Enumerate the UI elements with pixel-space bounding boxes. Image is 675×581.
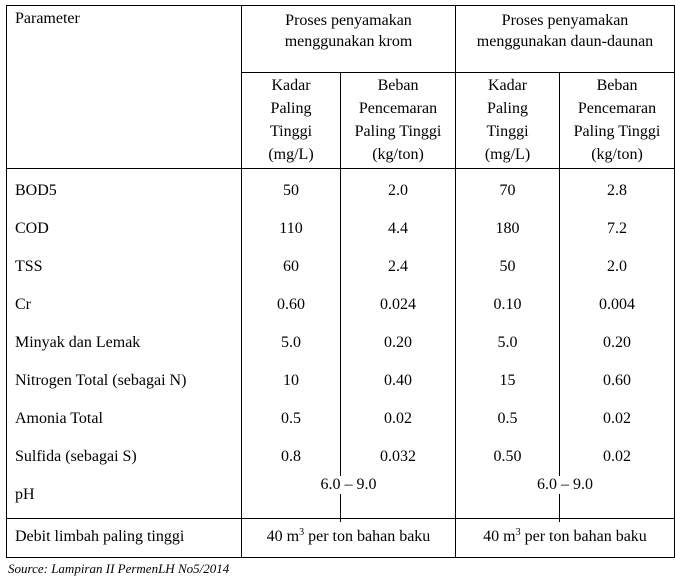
header-group-daun	[456, 6, 675, 73]
value-cell: 0.20	[384, 334, 412, 351]
ph-krom-cell: 6.0 – 9.0	[242, 476, 455, 494]
header-kadar-1-l3: Tinggi	[269, 123, 313, 140]
value-cell: 70	[499, 182, 516, 199]
value-cell: 0.60	[603, 372, 631, 389]
param-cell: TSS	[15, 258, 43, 275]
header-parameter	[7, 6, 242, 169]
value-cell: 0.10	[493, 296, 522, 313]
param-cell: COD	[15, 220, 49, 237]
value-cell: 0.024	[380, 296, 416, 313]
header-beban-2-l1: Beban	[596, 77, 638, 94]
value-cell: 0.20	[603, 334, 631, 351]
param-cell: Minyak dan Lemak	[15, 334, 141, 351]
value-cell: 0.02	[603, 448, 631, 465]
value-cell: 50	[283, 182, 299, 199]
param-column	[7, 169, 242, 519]
header-group-krom	[242, 6, 456, 73]
header-group-krom-line1: Proses penyamakan	[285, 12, 412, 29]
value-cell: 2.0	[388, 182, 408, 199]
header-kadar-1-l1: Kadar	[271, 77, 311, 94]
header-beban-2	[560, 73, 675, 169]
value-cell: 0.60	[277, 296, 305, 313]
value-cell: 0.032	[380, 448, 416, 465]
header-kadar-1-l2: Paling	[270, 100, 312, 117]
value-cell: 180	[495, 220, 520, 237]
table-wrapper	[6, 5, 675, 558]
value-cell: 5.0	[281, 334, 301, 351]
header-kadar-1-l4: (mg/L)	[268, 146, 314, 163]
value-cell: 10	[283, 372, 299, 389]
debit-daun-unit: per ton bahan baku	[520, 528, 647, 545]
value-cell: 0.40	[384, 372, 412, 389]
debit-daun-sup: 3	[515, 527, 521, 538]
kadar-krom-column	[242, 172, 340, 476]
value-cell: 0.5	[497, 410, 518, 427]
debit-row	[7, 519, 675, 558]
value-cell: 0.50	[493, 448, 522, 465]
ph-daun-cell: 6.0 – 9.0	[456, 476, 674, 494]
value-cell: 2.0	[607, 258, 627, 275]
daun-columns	[456, 169, 675, 519]
debit-krom	[242, 519, 456, 558]
header-beban-2-l2: Pencemaran	[577, 100, 657, 117]
beban-krom-column	[341, 172, 455, 476]
param-cell: Amonia Total	[15, 410, 103, 427]
value-cell: 50	[499, 258, 516, 275]
debit-param: Debit limbah paling tinggi	[7, 519, 242, 558]
header-group-daun-line1: Proses penyamakan	[501, 12, 629, 29]
header-beban-1	[341, 73, 456, 169]
header-row-1	[7, 6, 675, 73]
debit-krom-value: 40 m	[266, 528, 300, 545]
value-cell: 0.004	[599, 296, 635, 313]
debit-daun-value: 40 m	[483, 528, 516, 545]
kadar-daun-column	[456, 172, 559, 476]
value-cell: 7.2	[607, 220, 627, 237]
value-cell: 5.0	[497, 334, 518, 351]
header-beban-1-l2: Pencemaran	[358, 100, 438, 117]
value-cell: 0.5	[281, 410, 301, 427]
wastewater-standard-table	[6, 5, 675, 558]
value-cell: 110	[279, 220, 303, 237]
header-beban-1-l4: (kg/ton)	[372, 146, 424, 163]
value-cell: 2.4	[388, 258, 408, 275]
value-cell: 0.02	[603, 410, 631, 427]
value-cell: 60	[283, 258, 299, 275]
param-cell: Nitrogen Total (sebagai N)	[15, 372, 187, 389]
header-group-krom-line2: menggunakan krom	[284, 33, 413, 50]
debit-krom-sup: 3	[299, 527, 305, 538]
header-kadar-2-l2: Paling	[487, 100, 528, 117]
param-cell: Sulfida (sebagai S)	[15, 448, 137, 465]
value-cell: 4.4	[388, 220, 408, 237]
header-kadar-2-l4: (mg/L)	[484, 146, 531, 163]
debit-krom-unit: per ton bahan baku	[304, 528, 431, 545]
header-kadar-2-l1: Kadar	[487, 77, 528, 94]
header-beban-2-l4: (kg/ton)	[591, 146, 643, 163]
param-cell: pH	[15, 486, 35, 503]
param-cell: Cr	[15, 296, 31, 313]
header-beban-1-l1: Beban	[377, 77, 419, 94]
header-kadar-2-l3: Tinggi	[486, 123, 529, 140]
source-caption: Source: Lampiran II PermenLH No5/2014	[8, 561, 230, 576]
debit-daun	[456, 519, 675, 558]
header-kadar-1	[242, 73, 341, 169]
param-cell: BOD5	[15, 182, 57, 199]
body-row	[7, 169, 675, 519]
header-parameter-label: Parameter	[15, 10, 80, 27]
value-cell: 0.02	[384, 410, 412, 427]
krom-columns	[242, 169, 456, 519]
value-cell: 0.8	[281, 448, 301, 465]
header-group-daun-line2: menggunakan daun-daunan	[476, 33, 654, 50]
value-cell: 15	[499, 372, 516, 389]
value-cell: 2.8	[607, 182, 627, 199]
header-beban-2-l3: Paling Tinggi	[573, 123, 661, 140]
header-beban-1-l3: Paling Tinggi	[354, 123, 442, 140]
beban-daun-column	[560, 172, 674, 476]
header-kadar-2	[456, 73, 560, 169]
